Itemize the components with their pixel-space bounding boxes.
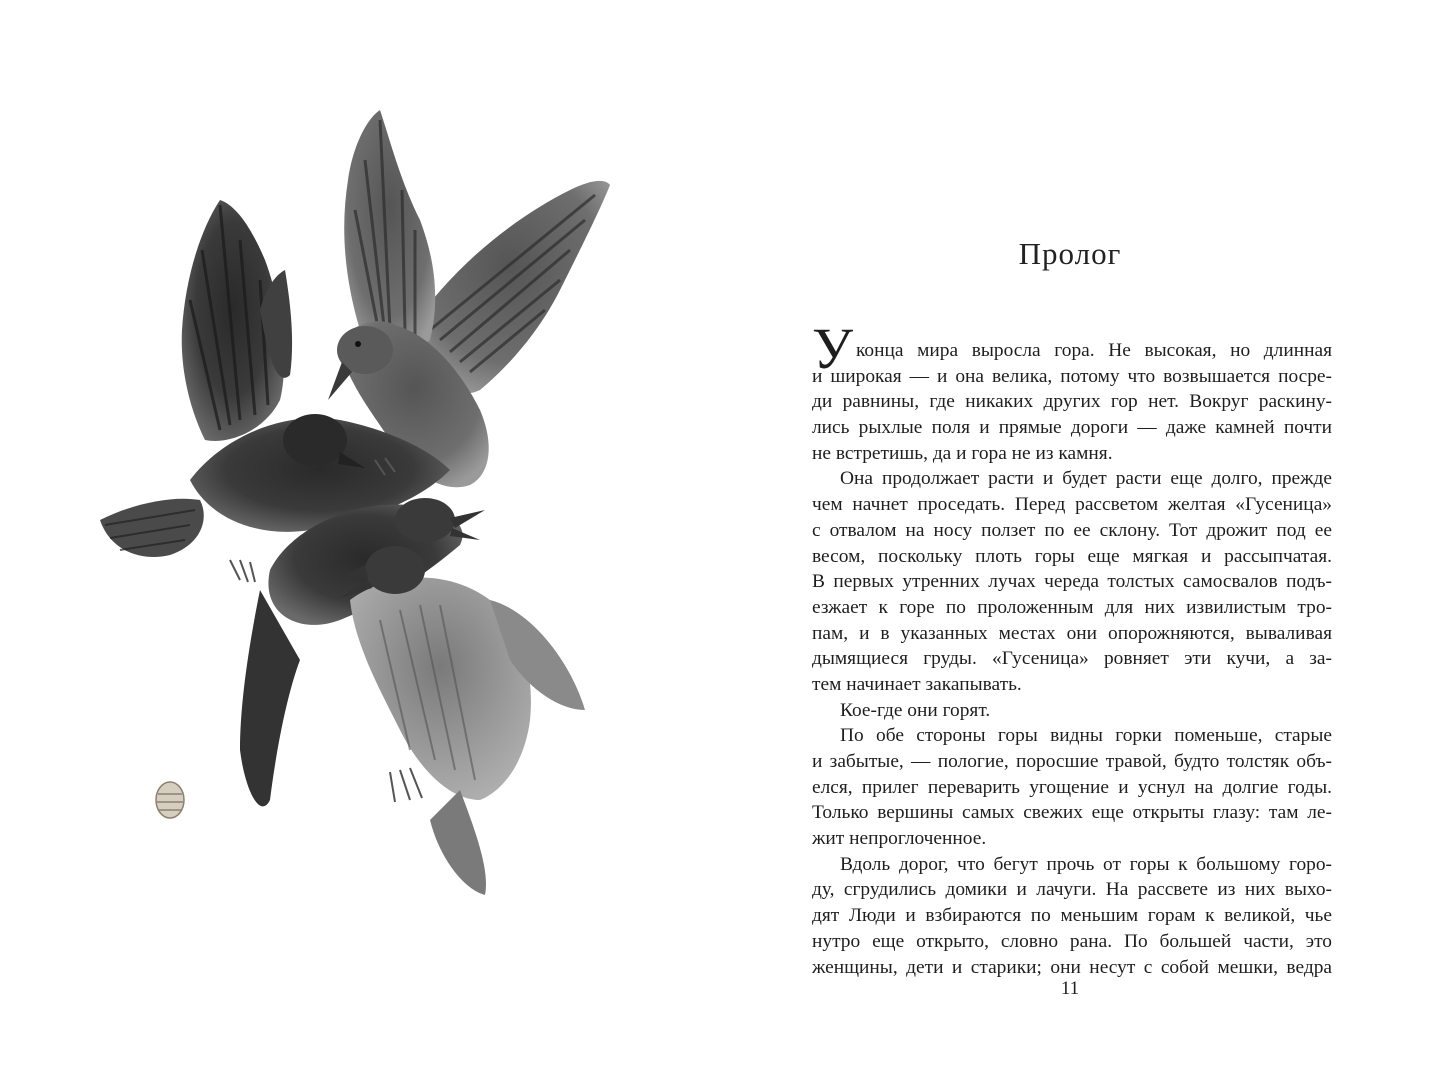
text-line: и широкая — и она велика, потому что возвышается посре- <box>812 365 1332 387</box>
raven-left-wing <box>182 200 292 441</box>
text-line: тем начинает закапывать. <box>812 673 1022 695</box>
text-line: весом, поскольку плоть горы еще мягкая и рассыпчатая. <box>812 545 1332 567</box>
text-line: Она продолжает расти и будет расти еще долго, прежде <box>840 468 1332 490</box>
text-line: езжает к горе по проложенным для них извилистым тро- <box>812 596 1332 618</box>
text-line: дымящиеся груды. «Гусеница» ровняет эти кучи, а за- <box>812 648 1332 670</box>
text-line: лись рыхлые поля и прямые дороги — даже камней почти <box>812 417 1332 439</box>
text-line: ди равнины, где никаких других гор нет. Вокруг раскину- <box>812 391 1332 413</box>
text-line: конца мира выросла гора. Не высокая, но длинная <box>856 340 1332 361</box>
ravens-illustration <box>90 100 650 900</box>
text-line: Только вершины самых свежих еще открыты глазу: там ле- <box>812 802 1332 824</box>
text-line: и забытые, — пологие, поросшие травой, будто толстяк объ- <box>812 751 1332 772</box>
body-text <box>812 316 1332 980</box>
text-line: не встретишь, да и гора не из камня. <box>812 442 1113 464</box>
text-line: Кое-где они горят. <box>840 699 991 721</box>
text-line: Вдоль дорог, что бегут прочь от горы к большому горо- <box>840 853 1332 875</box>
shell-icon <box>156 782 184 818</box>
right-page <box>720 0 1440 1080</box>
page-number: 11 <box>1060 978 1080 999</box>
text-line: дят Люди и взбираются по меньшим горам к великой, чье <box>812 905 1332 927</box>
chapter-title: Пролог <box>1018 236 1122 271</box>
raven-top-left-wing <box>344 110 435 352</box>
text-line: елся, прилег переварить угощение и уснул на долгие годы. <box>812 776 1332 798</box>
text-line: По обе стороны горы видны горки поменьше, старые <box>840 725 1332 747</box>
text-line: пам, и в указанных местах они опорожняются, вываливая <box>812 622 1332 644</box>
text-line: женщины, дети и старики; они несут с собой мешки, ведра <box>812 956 1332 978</box>
text-line: В первых утренних лучах череда толстых самосвалов подъ- <box>812 571 1332 593</box>
text-line: нутро еще открыто, словно рана. По большей части, это <box>812 930 1332 952</box>
text-line: ду, сгрудились домики и лачуги. На рассвете из них выхо- <box>812 879 1332 901</box>
text-line: жит непроглоченное. <box>812 828 987 850</box>
raven-bottom <box>335 546 585 895</box>
drop-cap: У <box>812 316 854 381</box>
text-line: с отвалом на носу ползет по ее склону. Тот дрожит под ее <box>812 519 1332 541</box>
text-line: чем начнет проседать. Перед рассветом желтая «Гусеница» <box>812 494 1332 516</box>
